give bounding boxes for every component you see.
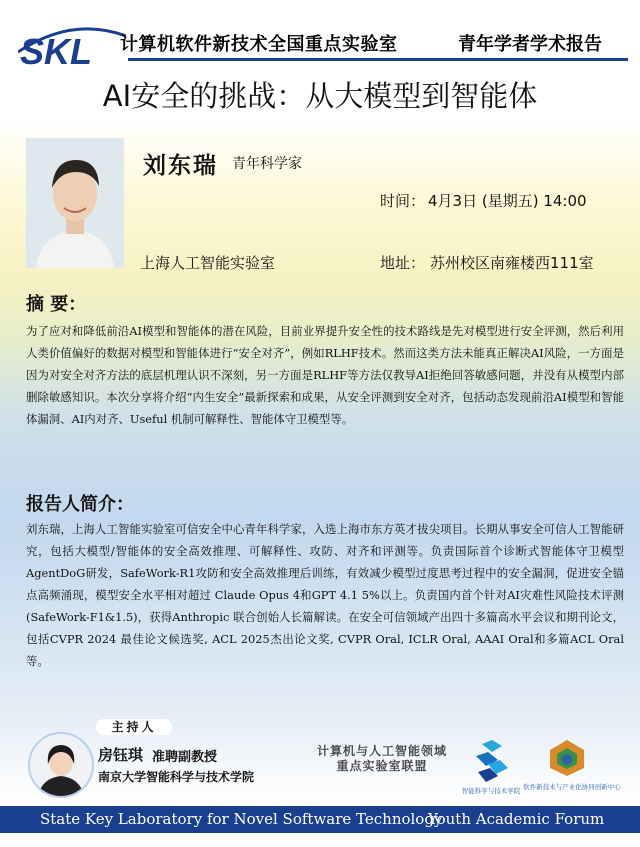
alliance-line2: 重点实验室联盟	[336, 759, 428, 773]
host-badge: 主持人	[96, 719, 172, 735]
host-name: 房钰琪	[98, 746, 144, 764]
footer-forum-name: Youth Academic Forum	[428, 810, 605, 828]
bio-heading: 报告人简介：	[26, 494, 134, 515]
center-name: 软件新技术与产业化协同创新中心	[523, 783, 621, 791]
lab-name: 计算机软件新技术全国重点实验室	[120, 34, 398, 55]
school-logo-icon	[458, 738, 526, 788]
location-label: 地址：	[380, 254, 426, 272]
speaker-name: 刘东瑞	[143, 152, 218, 179]
speaker-title: 青年科学家	[232, 156, 302, 172]
skl-logo	[18, 22, 126, 66]
footer-bar	[0, 806, 640, 833]
time-label: 时间：	[380, 192, 426, 210]
host-photo	[28, 732, 94, 798]
host-organization: 南京大学智能科学与技术学院	[98, 770, 255, 784]
center-logo-icon	[546, 738, 588, 778]
alliance-line1: 计算机与人工智能领域	[316, 744, 447, 758]
abstract-heading: 摘 要：	[26, 294, 87, 315]
forum-name: 青年学者学术报告	[458, 34, 602, 55]
footer-lab-name: State Key Laboratory for Novel Software Technology	[40, 810, 443, 828]
header-divider	[128, 58, 628, 61]
location-value: 苏州校区南雍楼西111室	[430, 254, 594, 272]
abstract-text: 为了应对和降低前沿AI模型和智能体的潜在风险，目前业界提升安全性的技术路线是先对模型进行安全评测，然后利用人类价值偏好的数据对模型和智能体进行“安全对齐”，例如RLHF技术。然而这类方法未能真正解决AI风险，一方面是因为对安全对齐方法的底层机理认识不深刻，另一方面是RLHF等方法仅教导AI拒绝回答敏感问题，并没有从模型内部删除敏感知识。本次分享将介绍“内生安全”最新探索和成果，从安全评测到安全对齐，包括动态发现前沿AI模型和智能体漏洞、AI内对齐、Useful 机制可解释性、智能体守卫模型等。	[26, 324, 624, 426]
logo-text: SKL	[20, 31, 92, 66]
speaker-photo	[26, 138, 124, 268]
talk-title: AI安全的挑战：从大模型到智能体	[102, 79, 538, 113]
time-value: 4月3日 (星期五) 14:00	[428, 192, 587, 210]
alliance-name	[312, 744, 452, 774]
school-name: 智能科学与技术学院	[461, 787, 521, 795]
host-title: 准聘副教授	[152, 750, 218, 765]
bio-text: 刘东瑞，上海人工智能实验室可信安全中心青年科学家，入选上海市东方英才拔尖项目。长期从事安全可信人工智能研究，包括大模型/智能体的安全高效推理、可解释性、攻防、对齐和评测等。负责国际首个诊断式智能体守卫模型AgentDoG研发，SafeWork-R1攻防和安全高效推理后训练，有效减少模型过度思考过程中的安全漏洞，促进安全锚点高频涌现，模型安全水平相对超过 Claude Opus 4和GPT 4.1 5%以上。负责国内首个针对AI灾难性风险技术评测(SafeWork-F1&1.5)，获得Anthropic 联合创始人长篇解读。在安全可信领域产出四十多篇高水平会议和期刊论文，包括CVPR 2024 最佳论文候选奖, ACL 2025杰出论文奖, CVPR Oral, ICLR Oral, AAAI Oral和多篇ACL Oral等。	[26, 522, 624, 668]
speaker-organization: 上海人工智能实验室	[140, 254, 276, 272]
